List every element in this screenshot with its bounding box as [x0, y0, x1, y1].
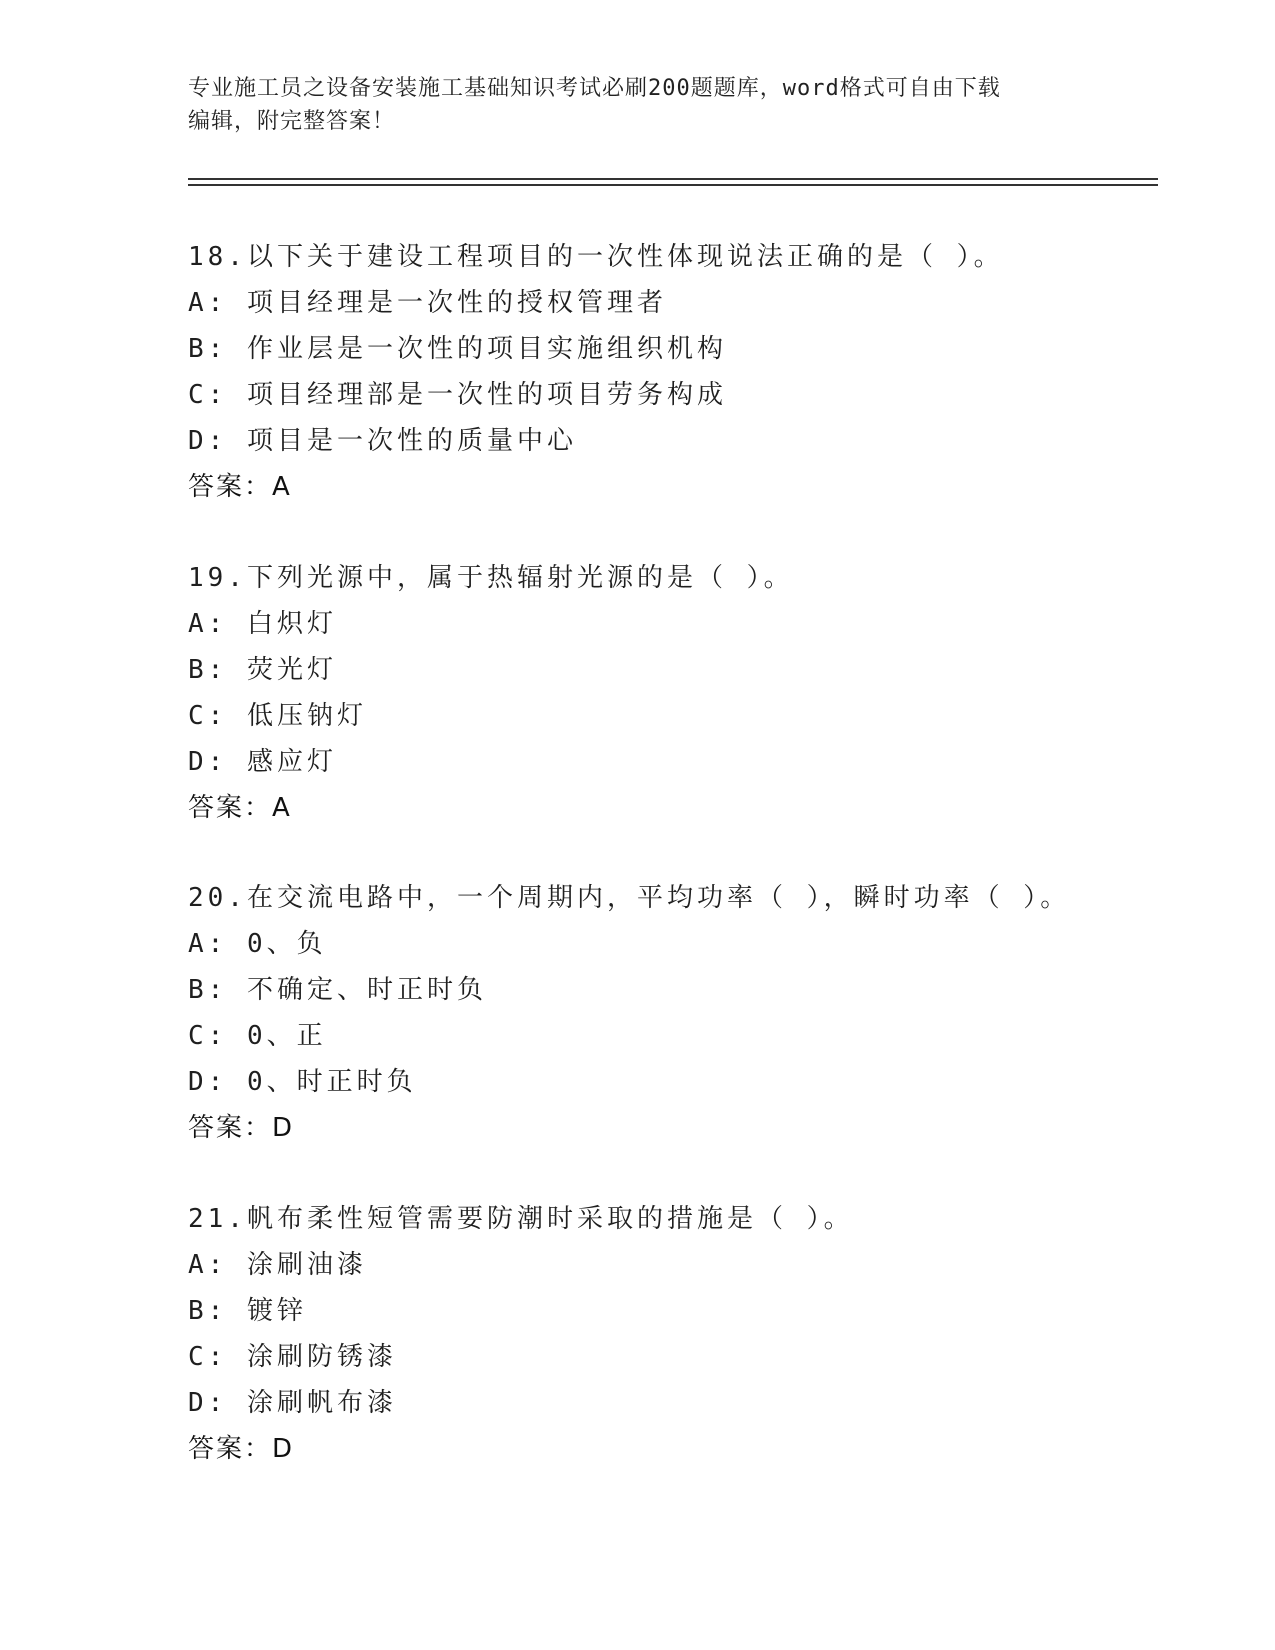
option-b: B: 不确定、时正时负: [188, 975, 487, 1005]
option-a: A: 涂刷油漆: [188, 1250, 367, 1280]
question-stem: 18.以下关于建设工程项目的一次性体现说法正确的是（ ）。: [188, 242, 1004, 272]
option-c: C: 0、正: [188, 1021, 327, 1051]
header-divider-top: [188, 178, 1158, 180]
option-c: C: 涂刷防锈漆: [188, 1342, 397, 1372]
answer: 答案：D: [188, 1434, 295, 1464]
option-a: A: 项目经理是一次性的授权管理者: [188, 288, 667, 318]
question-stem: 20.在交流电路中，一个周期内，平均功率（ ），瞬时功率（ ）。: [188, 883, 1071, 913]
header-title-line-1: 专业施工员之设备安装施工基础知识考试必刷200题题库，word格式可自由下载: [188, 76, 1001, 101]
option-c: C: 低压钠灯: [188, 701, 367, 731]
question-19: [188, 555, 1148, 831]
option-c: C: 项目经理部是一次性的项目劳务构成: [188, 380, 727, 410]
answer: 答案：A: [188, 472, 292, 502]
option-d: D: 项目是一次性的质量中心: [188, 426, 577, 456]
option-b: B: 荧光灯: [188, 655, 337, 685]
option-d: D: 0、时正时负: [188, 1067, 417, 1097]
option-b: B: 作业层是一次性的项目实施组织机构: [188, 334, 727, 364]
question-20: [188, 875, 1148, 1151]
option-d: D: 涂刷帆布漆: [188, 1388, 397, 1418]
question-21: [188, 1196, 1148, 1472]
header-divider-bottom: [188, 184, 1158, 186]
question-stem: 21.帆布柔性短管需要防潮时采取的措施是（ ）。: [188, 1204, 854, 1234]
question-stem: 19.下列光源中，属于热辐射光源的是（ ）。: [188, 563, 794, 593]
option-a: A: 0、负: [188, 929, 327, 959]
header-title-line-2: 编辑，附完整答案！: [188, 109, 396, 134]
question-18: [188, 234, 1148, 510]
document-header: [188, 72, 1088, 138]
option-d: D: 感应灯: [188, 747, 337, 777]
answer: 答案：D: [188, 1113, 295, 1143]
option-b: B: 镀锌: [188, 1296, 307, 1326]
answer: 答案：A: [188, 793, 292, 823]
option-a: A: 白炽灯: [188, 609, 337, 639]
